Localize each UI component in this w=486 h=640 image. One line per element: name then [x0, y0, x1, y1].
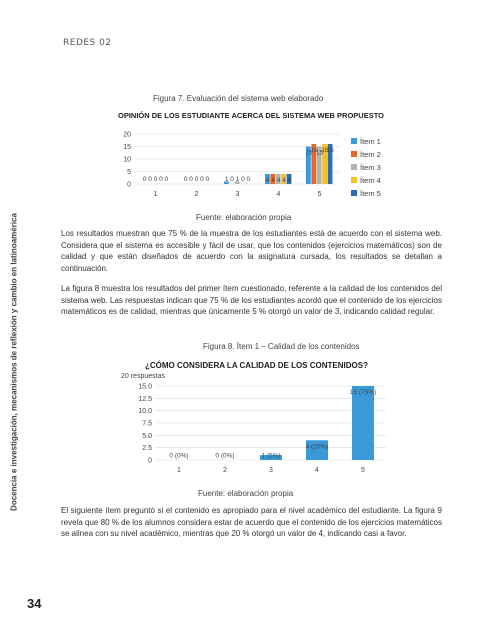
chart1-data-label: 0	[194, 176, 199, 183]
chart1-data-label: 4	[265, 177, 270, 184]
chart1-data-label: 4	[287, 177, 292, 184]
chart2-ytick-label: 5.0	[142, 432, 152, 440]
chart1-legend-label: Ítem 5	[360, 189, 381, 198]
running-header: REDES 02	[63, 38, 112, 48]
chart1-ytick-label: 0	[127, 181, 131, 189]
chart1-legend-label: Ítem 4	[360, 176, 381, 185]
chart1-data-label: 0	[142, 176, 147, 183]
chart2-data-label: 0 (0%)	[215, 452, 235, 460]
chart1-data-label: 0	[241, 176, 245, 183]
chart2-title: ¿CÓMO CONSIDERA LA CALIDAD DE LOS CONTENIDOS?	[145, 361, 368, 370]
chart1-xtick-label: 5	[317, 191, 322, 198]
chart1-data-label: 0	[148, 176, 152, 183]
chart1-data-label: 15	[305, 149, 313, 157]
chart2-xtick-label: 1	[177, 467, 181, 474]
chart1-data-label: 0	[200, 176, 204, 183]
chart2-xtick-label: 4	[315, 467, 319, 474]
chart1-legend-swatch	[351, 138, 357, 144]
chart2-xtick-label: 5	[361, 467, 365, 474]
chart2-ytick-label: 10.0	[138, 408, 152, 416]
figure-7-chart	[95, 110, 486, 220]
chart1-xtick-label: 2	[194, 191, 199, 198]
chart1-legend-swatch	[351, 177, 357, 183]
paragraph-1: Los resultados muestran que 75 % de la muestra de los estudiantes está de acuerdo con el sistema web. Considera que el sistema es accesible y fácil de usar, que los contenidos (ejercicios matemáticos) son de calidad y que están diseñados de acuerdo con la asignatura cursada, los resultados se detallan a continuación.	[61, 229, 442, 273]
chart1-data-label: 15	[315, 149, 324, 157]
chart2-ytick-label: 15.0	[138, 383, 152, 391]
chart2-ytick-label: 0	[148, 457, 152, 465]
chart1-data-label: 4	[282, 177, 286, 184]
chart1-data-label: 0	[183, 176, 188, 183]
figure-7-source: Fuente: elaboración propia	[196, 213, 292, 222]
chart2-data-label: 1 (5%)	[261, 452, 281, 460]
chart1-data-label: 16	[310, 147, 318, 154]
chart2-data-label: 15 (75%)	[349, 389, 377, 396]
chart1-ytick-label: 10	[123, 156, 131, 164]
side-running-title	[6, 213, 22, 511]
chart1-legend-swatch	[351, 164, 357, 170]
chart2-bar	[349, 386, 377, 460]
chart1-data-label: 0	[246, 176, 251, 183]
chart1-data-label: 0	[159, 176, 163, 183]
chart1-xtick-label: 4	[276, 191, 281, 198]
chart1-data-label: 4	[276, 177, 281, 184]
chart1-legend-label: Ítem 2	[360, 150, 381, 159]
chart1-legend-swatch	[351, 190, 357, 196]
chart2-subtitle: 20 respuestas	[121, 373, 165, 380]
chart1-legend-label: Ítem 1	[360, 137, 381, 146]
chart2-ytick-label: 2.5	[142, 445, 152, 453]
chart1-data-label: 16	[326, 147, 334, 154]
chart1-data-label: 0	[164, 176, 169, 183]
chart2-data-label: 4 (20%)	[305, 443, 329, 451]
figure-7-caption: Figura 7. Evaluación del sistema web elaborado	[153, 94, 324, 103]
chart1-data-label: 4	[271, 177, 275, 184]
chart1-data-label: 16	[321, 147, 329, 154]
chart1-data-label: 1	[224, 176, 229, 183]
chart1-data-label: 0	[205, 176, 210, 183]
paragraph-2: La figura 8 muestra los resultados del primer ítem cuestionado, referente a la calidad de los contenidos del sistema web. Las respuestas indican que 75 % de los estudiantes acordó que el contenido de los ejercicios matemáticos es de calidad, mientras que únicamente 5 % otorgó un valor de 3, indicando calidad regular.	[61, 284, 442, 316]
side-running-title-text: Docencia e investigación, mecanismos de reflexión y cambio en latinoamérica	[9, 213, 19, 511]
figure-8-chart	[120, 356, 460, 486]
chart2-data-label: 0 (0%)	[169, 452, 189, 460]
chart2-xtick-label: 2	[223, 467, 227, 474]
chart1-ytick-label: 5	[127, 169, 131, 176]
chart1-xtick-label: 3	[235, 191, 240, 198]
chart1-data-label: 0	[230, 176, 234, 183]
chart1-xtick-label: 1	[153, 191, 158, 198]
chart2-ytick-label: 7.5	[142, 420, 152, 428]
chart1-title: OPINIÓN DE LOS ESTUDIANTE ACERCA DEL SISTEMA WEB PROPUESTO	[118, 111, 384, 120]
chart1-data-label: 1	[235, 176, 240, 183]
chart2-ytick-label: 12.5	[138, 395, 152, 403]
chart1-data-label: 0	[189, 176, 193, 183]
page-number: 34	[27, 596, 42, 611]
paragraph-3: El siguiente ítem preguntó si el contenido es apropiado para el nivel académico del estudiante. La figura 9 revela que 80 % de los alumnos considera estar de acuerdo que el contenido de los ejercicios matemáticos se alinea con su nivel académico, mientras que 20 % otorgó un valor de 4, indicando casi a favor.	[61, 506, 442, 538]
chart1-legend-swatch	[351, 151, 357, 157]
figure-8-caption: Figura 8. Ítem 1 – Calidad de los contenidos	[203, 342, 360, 351]
figure-8-source: Fuente: elaboración propia	[198, 489, 294, 498]
chart1-legend-label: Ítem 3	[360, 163, 381, 172]
chart1-data-label: 0	[153, 176, 158, 183]
chart1-ytick-label: 20	[123, 131, 131, 139]
chart2-xtick-label: 3	[269, 467, 273, 474]
chart1-ytick-label: 15	[123, 144, 131, 151]
